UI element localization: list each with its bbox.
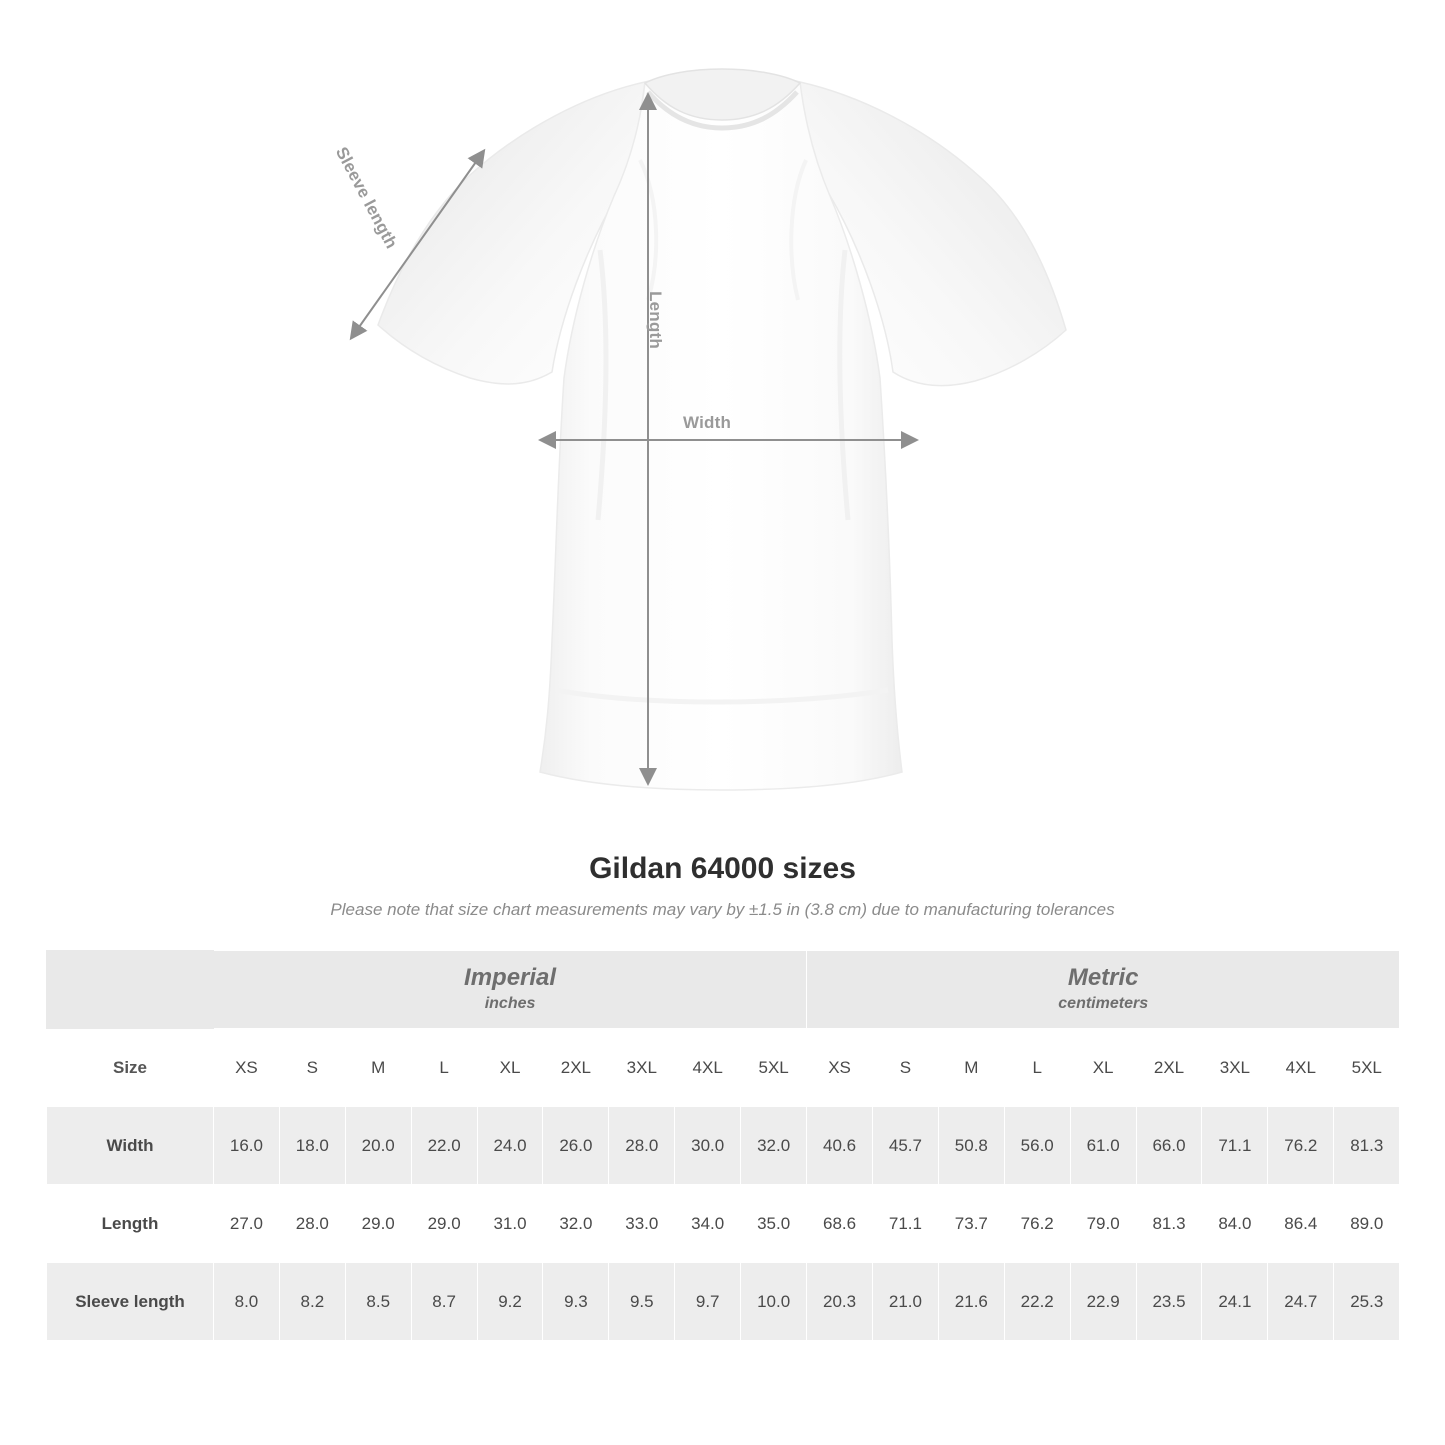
- table-cell: 24.0: [477, 1107, 543, 1185]
- column-header: 2XL: [1136, 1029, 1202, 1107]
- table-cell: 9.5: [609, 1263, 675, 1341]
- column-header: S: [873, 1029, 939, 1107]
- table-cell: 73.7: [938, 1185, 1004, 1263]
- table-cell: 8.7: [411, 1263, 477, 1341]
- table-cell: 22.9: [1070, 1263, 1136, 1341]
- length-label: Length: [645, 291, 665, 349]
- table-cell: 66.0: [1136, 1107, 1202, 1185]
- table-cell: 71.1: [873, 1185, 939, 1263]
- tolerance-note: Please note that size chart measurements may vary by ±1.5 in (3.8 cm) due to manufacturing tolerances: [330, 900, 1115, 919]
- column-header: XL: [1070, 1029, 1136, 1107]
- table-cell: 21.6: [938, 1263, 1004, 1341]
- unit-group-imperial-sub: inches: [484, 995, 536, 1013]
- table-cell: 22.2: [1004, 1263, 1070, 1341]
- table-cell: 9.3: [543, 1263, 609, 1341]
- table-cell: 24.1: [1202, 1263, 1268, 1341]
- table-cell: 29.0: [345, 1185, 411, 1263]
- unit-header-row: [47, 951, 1400, 1029]
- column-header: 5XL: [1334, 1029, 1400, 1107]
- column-header: S: [279, 1029, 345, 1107]
- table-cell: 45.7: [873, 1107, 939, 1185]
- table-cell: 24.7: [1268, 1263, 1334, 1341]
- table-cell: 20.3: [807, 1263, 873, 1341]
- table-cell: 26.0: [543, 1107, 609, 1185]
- table-cell: 25.3: [1334, 1263, 1400, 1341]
- unit-group-imperial-name: Imperial: [464, 964, 557, 992]
- column-header: 5XL: [741, 1029, 807, 1107]
- column-header: XS: [214, 1029, 280, 1107]
- size-chart-table: [46, 950, 1400, 1341]
- size-header-row: [47, 1029, 1400, 1107]
- column-header: XS: [807, 1029, 873, 1107]
- column-header: XL: [477, 1029, 543, 1107]
- sleeve-length-label: Sleeve length: [331, 143, 402, 252]
- table-cell: 8.5: [345, 1263, 411, 1341]
- column-header: 4XL: [1268, 1029, 1334, 1107]
- width-label: Width: [683, 413, 732, 432]
- table-cell: 50.8: [938, 1107, 1004, 1185]
- table-cell: 86.4: [1268, 1185, 1334, 1263]
- table-cell: 22.0: [411, 1107, 477, 1185]
- column-header: M: [938, 1029, 1004, 1107]
- table-cell: 89.0: [1334, 1185, 1400, 1263]
- table-cell: 30.0: [675, 1107, 741, 1185]
- table-cell: 76.2: [1268, 1107, 1334, 1185]
- page-title: Gildan 64000 sizes: [589, 852, 856, 885]
- table-cell: 81.3: [1334, 1107, 1400, 1185]
- unit-group-metric-sub: centimeters: [1058, 995, 1149, 1013]
- table-cell: 32.0: [741, 1107, 807, 1185]
- size-chart-table-area: [0, 950, 1445, 1341]
- row-label-sleeve-length: Sleeve length: [47, 1263, 214, 1341]
- column-header: L: [411, 1029, 477, 1107]
- table-cell: 40.6: [807, 1107, 873, 1185]
- table-cell: 29.0: [411, 1185, 477, 1263]
- table-cell: 61.0: [1070, 1107, 1136, 1185]
- table-cell: 35.0: [741, 1185, 807, 1263]
- table-cell: 10.0: [741, 1263, 807, 1341]
- column-header: 3XL: [609, 1029, 675, 1107]
- table-cell: 81.3: [1136, 1185, 1202, 1263]
- row-label-header: Size: [47, 1029, 214, 1107]
- table-cell: 23.5: [1136, 1263, 1202, 1341]
- row-label-length: Length: [47, 1185, 214, 1263]
- unit-group-metric: [807, 951, 1400, 1029]
- table-cell: 32.0: [543, 1185, 609, 1263]
- table-cell: 8.0: [214, 1263, 280, 1341]
- table-cell: 21.0: [873, 1263, 939, 1341]
- column-header: L: [1004, 1029, 1070, 1107]
- table-row: [47, 1263, 1400, 1341]
- table-cell: 79.0: [1070, 1185, 1136, 1263]
- table-corner-cell: [47, 951, 214, 1029]
- table-cell: 9.2: [477, 1263, 543, 1341]
- table-row: [47, 1185, 1400, 1263]
- table-cell: 84.0: [1202, 1185, 1268, 1263]
- column-header: M: [345, 1029, 411, 1107]
- table-cell: 28.0: [279, 1185, 345, 1263]
- table-cell: 34.0: [675, 1185, 741, 1263]
- chart-header: [0, 852, 1445, 920]
- column-header: 4XL: [675, 1029, 741, 1107]
- table-cell: 18.0: [279, 1107, 345, 1185]
- column-header: 3XL: [1202, 1029, 1268, 1107]
- table-cell: 8.2: [279, 1263, 345, 1341]
- table-cell: 9.7: [675, 1263, 741, 1341]
- column-header: 2XL: [543, 1029, 609, 1107]
- table-cell: 16.0: [214, 1107, 280, 1185]
- unit-group-metric-name: Metric: [1067, 964, 1139, 992]
- table-cell: 33.0: [609, 1185, 675, 1263]
- table-cell: 68.6: [807, 1185, 873, 1263]
- table-cell: 71.1: [1202, 1107, 1268, 1185]
- table-cell: 31.0: [477, 1185, 543, 1263]
- table-cell: 56.0: [1004, 1107, 1070, 1185]
- table-cell: 27.0: [214, 1185, 280, 1263]
- table-cell: 28.0: [609, 1107, 675, 1185]
- table-row: [47, 1107, 1400, 1185]
- table-cell: 20.0: [345, 1107, 411, 1185]
- table-cell: 76.2: [1004, 1185, 1070, 1263]
- unit-group-imperial: [214, 951, 807, 1029]
- row-label-width: Width: [47, 1107, 214, 1185]
